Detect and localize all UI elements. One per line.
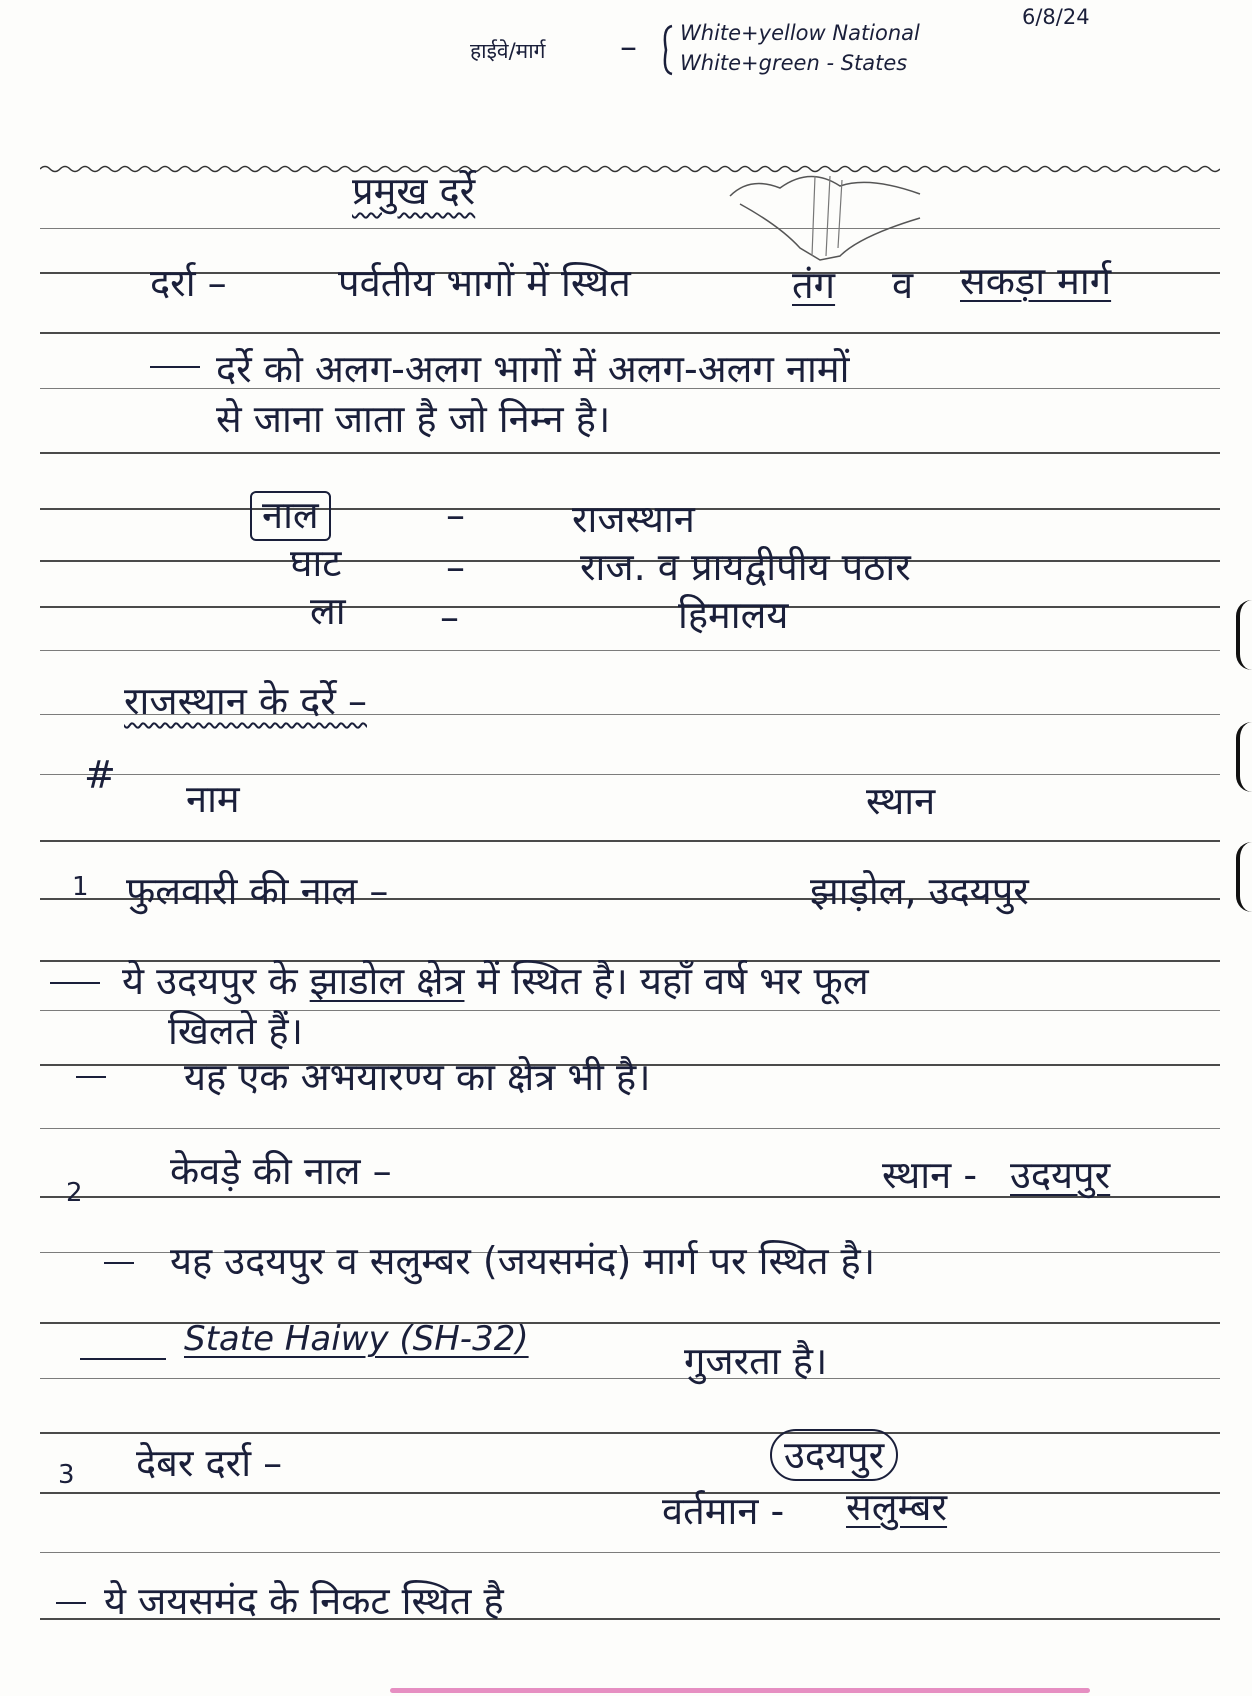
page-edge-mark — [390, 1688, 1090, 1693]
header-dash: – — [620, 27, 637, 67]
ruled-line — [40, 1492, 1220, 1494]
pass-highway: State Haiwy (SH-32) — [184, 1319, 529, 1359]
pass-note: यह उदयपुर व सलुम्बर (जयसमंद) मार्ग पर स्थित है। — [170, 1239, 876, 1283]
bullet-dash — [80, 1358, 166, 1360]
header-topic: हाईवे/मार्ग — [470, 39, 546, 63]
binder-ring — [1236, 600, 1252, 670]
ruled-line — [40, 228, 1220, 229]
pass-place: सलुम्बर — [846, 1485, 948, 1529]
pass-place: झाड़ोल, उदयपुर — [810, 869, 1029, 913]
ruled-line — [40, 1128, 1220, 1129]
pass-note: यह एक अभयारण्य का क्षेत्र भी है। — [184, 1055, 651, 1099]
regional-region: राजस्थान — [572, 497, 695, 541]
binder-ring — [1236, 722, 1252, 792]
pass-place-old: उदयपुर — [770, 1436, 898, 1476]
table-header-place: स्थान — [866, 779, 936, 823]
ruled-line — [40, 332, 1220, 334]
pass-number: 2 — [66, 1178, 83, 1208]
definition-sakda: सकड़ा मार्ग — [960, 259, 1112, 303]
definition-tang: तंग — [792, 263, 836, 307]
regional-dash: – — [440, 595, 459, 639]
names-intro-line1: दर्रे को अलग-अलग भागों में अलग-अलग नामों — [216, 347, 850, 391]
pass-place-label: वर्तमान - — [662, 1489, 785, 1533]
definition-va: व — [892, 263, 914, 307]
bullet-dash — [50, 982, 100, 984]
definition-text: पर्वतीय भागों में स्थित — [338, 261, 631, 305]
section-heading: राजस्थान के दर्रे – — [124, 679, 367, 723]
table-header-no: # — [84, 753, 116, 797]
bullet-dash — [104, 1262, 134, 1264]
regional-dash: – — [446, 493, 465, 537]
pass-note: गुजरता है। — [684, 1339, 828, 1383]
regional-name: घाट — [290, 541, 342, 585]
pass-name: फुलवारी की नाल – — [126, 869, 389, 913]
header-state: White+green - States — [680, 51, 908, 75]
regional-region: राज. व प्रायद्वीपीय पठार — [580, 545, 911, 589]
pass-number: 1 — [72, 872, 89, 902]
names-intro-line2: से जाना जाता है जो निम्न है। — [216, 397, 611, 441]
wavy-border-line — [40, 164, 1220, 174]
ruled-line — [40, 1432, 1220, 1434]
pass-name: देबर दर्रा – — [136, 1441, 283, 1485]
brace-icon — [660, 24, 674, 76]
pass-name: केवड़े की नाल – — [170, 1149, 392, 1193]
ruled-line — [40, 1378, 1220, 1379]
bullet-dash — [56, 1602, 86, 1604]
pass-place: उदयपुर — [1010, 1153, 1111, 1197]
pass-note: ये जयसमंद के निकट स्थित है — [104, 1579, 504, 1623]
regional-dash: – — [446, 545, 465, 589]
pass-note: ये उदयपुर के झाडोल क्षेत्र में स्थित है। यहाँ वर्ष भर फूल — [122, 959, 869, 1003]
definition-term: दर्रा – — [150, 261, 227, 305]
table-header-name: नाम — [186, 777, 240, 821]
header-national: White+yellow National — [680, 21, 920, 45]
binder-ring — [1236, 842, 1252, 912]
ruled-line — [40, 774, 1220, 775]
page-title: प्रमुख दर्रे — [352, 169, 476, 213]
ruled-line — [40, 650, 1220, 651]
pass-note: खिलते हैं। — [168, 1009, 304, 1053]
regional-name: ला — [310, 589, 346, 633]
ruled-line — [40, 452, 1220, 454]
header-date: 6/8/24 — [1022, 5, 1090, 29]
regional-region: हिमालय — [678, 593, 789, 637]
bullet-dash — [150, 366, 200, 368]
ruled-line — [40, 840, 1220, 842]
mountain-pass-sketch — [720, 156, 950, 266]
bullet-dash — [76, 1076, 106, 1078]
ruled-line — [40, 1552, 1220, 1553]
pass-place-label: स्थान - — [882, 1153, 978, 1197]
regional-name: नाल — [250, 496, 331, 536]
ruled-line — [40, 606, 1220, 608]
pass-number: 3 — [58, 1460, 75, 1490]
